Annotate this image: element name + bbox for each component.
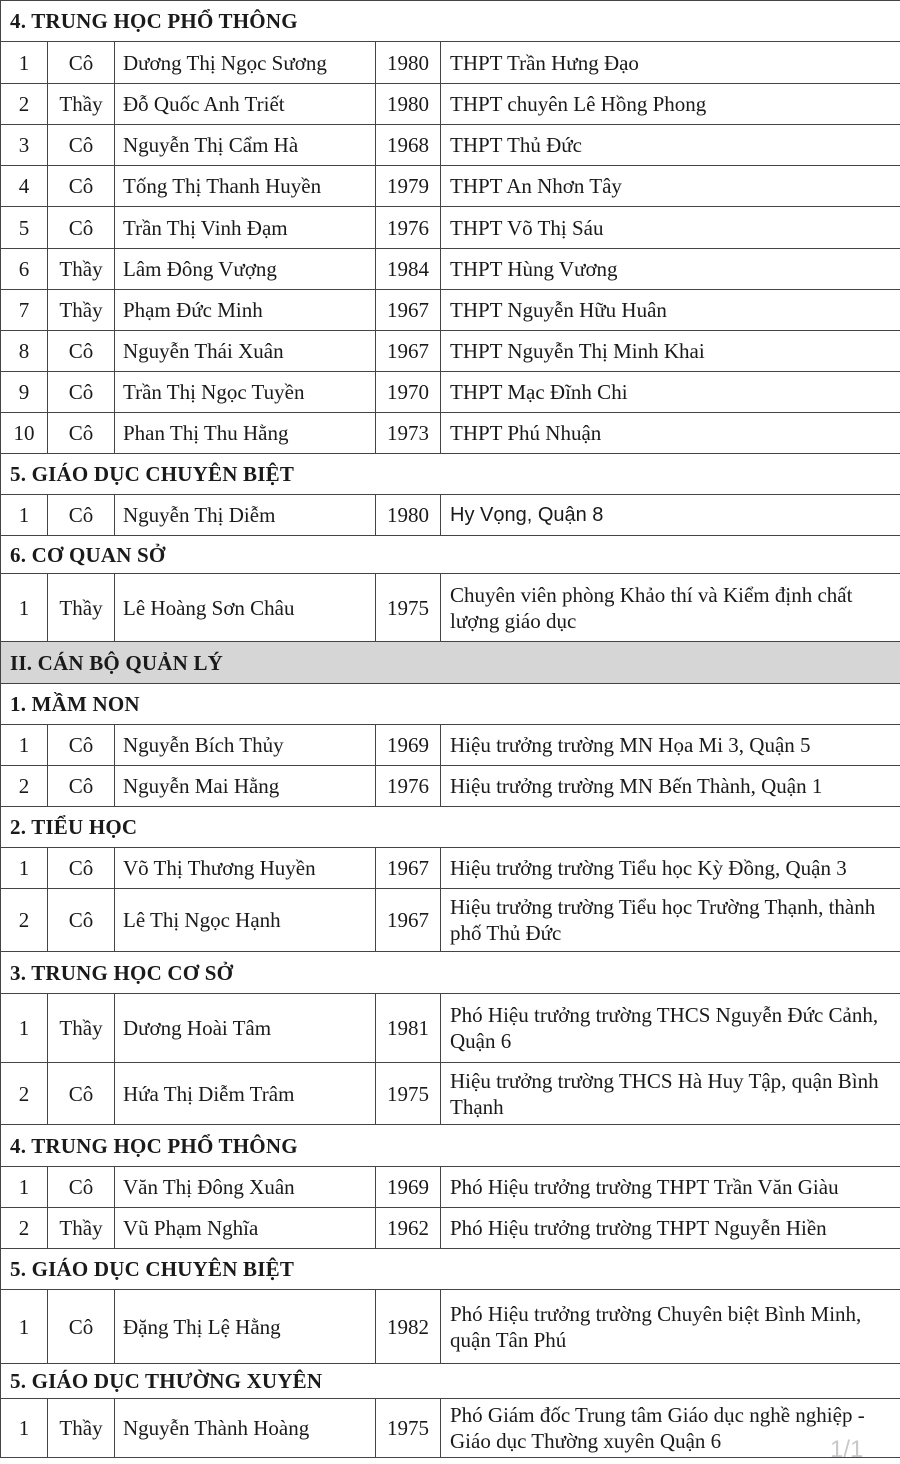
name-cell: Trần Thị Ngọc Tuyền <box>115 372 376 413</box>
major-section-row <box>1 642 900 684</box>
workplace-cell: THPT An Nhơn Tây <box>441 166 900 207</box>
section-heading: 4. TRUNG HỌC PHỔ THÔNG <box>1 1 900 42</box>
honorific-cell: Thầy <box>48 1399 115 1458</box>
workplace-cell: Phó Hiệu trưởng trường THPT Nguyễn Hiền <box>441 1208 900 1249</box>
workplace-cell: THPT Thủ Đức <box>441 125 900 166</box>
section-row <box>1 454 900 495</box>
section-row <box>1 952 900 994</box>
table-row <box>1 1063 900 1125</box>
honorific-cell: Cô <box>48 889 115 952</box>
honorific-cell: Cô <box>48 766 115 807</box>
name-cell: Nguyễn Mai Hằng <box>115 766 376 807</box>
honorific-cell: Thầy <box>48 290 115 331</box>
honorific-cell: Thầy <box>48 1208 115 1249</box>
birth-year-cell: 1975 <box>376 1399 441 1458</box>
honorific-cell: Cô <box>48 207 115 249</box>
birth-year-cell: 1969 <box>376 1167 441 1208</box>
honorific-cell: Thầy <box>48 249 115 290</box>
name-cell: Võ Thị Thương Huyền <box>115 848 376 889</box>
birth-year-cell: 1967 <box>376 848 441 889</box>
honorific-cell: Thầy <box>48 574 115 642</box>
workplace-cell: Phó Hiệu trưởng trường Chuyên biệt Bình Minh, quận Tân Phú <box>441 1290 900 1364</box>
birth-year-cell: 1976 <box>376 766 441 807</box>
name-cell: Nguyễn Thị Diễm <box>115 495 376 536</box>
honorific-cell: Cô <box>48 1063 115 1125</box>
section-row <box>1 807 900 848</box>
section-heading: 1. MẦM NON <box>1 684 900 725</box>
section-row <box>1 1 900 42</box>
row-number: 1 <box>1 574 48 642</box>
workplace-cell: THPT Nguyễn Thị Minh Khai <box>441 331 900 372</box>
row-number: 1 <box>1 42 48 84</box>
table-row <box>1 125 900 166</box>
name-cell: Phạm Đức Minh <box>115 290 376 331</box>
row-number: 3 <box>1 125 48 166</box>
workplace-cell: Phó Giám đốc Trung tâm Giáo dục nghề nghiệp - Giáo dục Thường xuyên Quận 6 <box>441 1399 900 1458</box>
section-heading: 5. GIÁO DỤC THƯỜNG XUYÊN <box>1 1364 900 1399</box>
section-heading: 4. TRUNG HỌC PHỔ THÔNG <box>1 1125 900 1167</box>
table-row <box>1 1399 900 1458</box>
honorific-cell: Cô <box>48 166 115 207</box>
honorific-cell: Cô <box>48 331 115 372</box>
row-number: 10 <box>1 413 48 454</box>
honorific-cell: Thầy <box>48 84 115 125</box>
table-row <box>1 889 900 952</box>
birth-year-cell: 1968 <box>376 125 441 166</box>
table-row <box>1 207 900 249</box>
section-heading: 5. GIÁO DỤC CHUYÊN BIỆT <box>1 454 900 495</box>
section-row <box>1 1364 900 1399</box>
section-heading: II. CÁN BỘ QUẢN LÝ <box>1 642 900 684</box>
row-number: 1 <box>1 495 48 536</box>
workplace-cell: Hiệu trưởng trường Tiểu học Trường Thạnh, thành phố Thủ Đức <box>441 889 900 952</box>
workplace-cell: Phó Hiệu trưởng trường THPT Trần Văn Giàu <box>441 1167 900 1208</box>
birth-year-cell: 1980 <box>376 84 441 125</box>
row-number: 5 <box>1 207 48 249</box>
name-cell: Phan Thị Thu Hằng <box>115 413 376 454</box>
name-cell: Đỗ Quốc Anh Triết <box>115 84 376 125</box>
birth-year-cell: 1981 <box>376 994 441 1063</box>
section-heading: 3. TRUNG HỌC CƠ SỞ <box>1 952 900 994</box>
workplace-cell: THPT Trần Hưng Đạo <box>441 42 900 84</box>
workplace-cell: THPT Mạc Đĩnh Chi <box>441 372 900 413</box>
workplace-cell: THPT Phú Nhuận <box>441 413 900 454</box>
birth-year-cell: 1980 <box>376 495 441 536</box>
table-row <box>1 372 900 413</box>
row-number: 9 <box>1 372 48 413</box>
workplace-cell: THPT Nguyễn Hữu Huân <box>441 290 900 331</box>
row-number: 1 <box>1 1290 48 1364</box>
row-number: 2 <box>1 1208 48 1249</box>
name-cell: Nguyễn Thành Hoàng <box>115 1399 376 1458</box>
birth-year-cell: 1967 <box>376 290 441 331</box>
birth-year-cell: 1984 <box>376 249 441 290</box>
page-indicator: 1/1 <box>830 1436 863 1464</box>
row-number: 2 <box>1 766 48 807</box>
honorific-cell: Cô <box>48 125 115 166</box>
section-heading: 5. GIÁO DỤC CHUYÊN BIỆT <box>1 1249 900 1290</box>
birth-year-cell: 1973 <box>376 413 441 454</box>
table-row <box>1 495 900 536</box>
table-row <box>1 413 900 454</box>
name-cell: Lê Thị Ngọc Hạnh <box>115 889 376 952</box>
row-number: 8 <box>1 331 48 372</box>
birth-year-cell: 1962 <box>376 1208 441 1249</box>
workplace-cell: THPT Hùng Vương <box>441 249 900 290</box>
row-number: 7 <box>1 290 48 331</box>
row-number: 6 <box>1 249 48 290</box>
birth-year-cell: 1970 <box>376 372 441 413</box>
name-cell: Văn Thị Đông Xuân <box>115 1167 376 1208</box>
birth-year-cell: 1967 <box>376 331 441 372</box>
table-row <box>1 42 900 84</box>
row-number: 1 <box>1 994 48 1063</box>
name-cell: Tống Thị Thanh Huyền <box>115 166 376 207</box>
workplace-cell: Chuyên viên phòng Khảo thí và Kiểm định chất lượng giáo dục <box>441 574 900 642</box>
table-row <box>1 290 900 331</box>
table-row <box>1 166 900 207</box>
table-row <box>1 249 900 290</box>
workplace-cell: THPT Võ Thị Sáu <box>441 207 900 249</box>
workplace-cell: THPT chuyên Lê Hồng Phong <box>441 84 900 125</box>
name-cell: Nguyễn Bích Thủy <box>115 725 376 766</box>
name-cell: Dương Hoài Tâm <box>115 994 376 1063</box>
section-heading: 6. CƠ QUAN SỞ <box>1 536 900 574</box>
honorific-cell: Cô <box>48 42 115 84</box>
birth-year-cell: 1975 <box>376 574 441 642</box>
section-row <box>1 1249 900 1290</box>
section-row <box>1 684 900 725</box>
row-number: 1 <box>1 1399 48 1458</box>
row-number: 2 <box>1 889 48 952</box>
birth-year-cell: 1976 <box>376 207 441 249</box>
honorific-cell: Thầy <box>48 994 115 1063</box>
workplace-cell: Hiệu trưởng trường MN Họa Mi 3, Quận 5 <box>441 725 900 766</box>
row-number: 4 <box>1 166 48 207</box>
table-row <box>1 1167 900 1208</box>
table-row <box>1 1290 900 1364</box>
workplace-cell: Hiệu trưởng trường THCS Hà Huy Tập, quận Bình Thạnh <box>441 1063 900 1125</box>
name-cell: Trần Thị Vinh Đạm <box>115 207 376 249</box>
row-number: 1 <box>1 1167 48 1208</box>
name-cell: Dương Thị Ngọc Sương <box>115 42 376 84</box>
table-row <box>1 1208 900 1249</box>
row-number: 2 <box>1 1063 48 1125</box>
honorific-cell: Cô <box>48 1167 115 1208</box>
name-cell: Nguyễn Thái Xuân <box>115 331 376 372</box>
section-row <box>1 1125 900 1167</box>
birth-year-cell: 1975 <box>376 1063 441 1125</box>
name-cell: Nguyễn Thị Cẩm Hà <box>115 125 376 166</box>
section-heading: 2. TIỂU HỌC <box>1 807 900 848</box>
table-row <box>1 331 900 372</box>
honorific-cell: Cô <box>48 1290 115 1364</box>
table-row <box>1 574 900 642</box>
honorific-cell: Cô <box>48 413 115 454</box>
row-number: 1 <box>1 725 48 766</box>
name-cell: Vũ Phạm Nghĩa <box>115 1208 376 1249</box>
honorific-cell: Cô <box>48 848 115 889</box>
honorific-cell: Cô <box>48 372 115 413</box>
birth-year-cell: 1967 <box>376 889 441 952</box>
workplace-cell: Hiệu trưởng trường Tiểu học Kỳ Đồng, Quận 3 <box>441 848 900 889</box>
birth-year-cell: 1980 <box>376 42 441 84</box>
honorific-cell: Cô <box>48 725 115 766</box>
table-row <box>1 848 900 889</box>
birth-year-cell: 1982 <box>376 1290 441 1364</box>
row-number: 1 <box>1 848 48 889</box>
honorific-cell: Cô <box>48 495 115 536</box>
name-cell: Đặng Thị Lệ Hằng <box>115 1290 376 1364</box>
name-cell: Lê Hoàng Sơn Châu <box>115 574 376 642</box>
table-row <box>1 84 900 125</box>
table-row <box>1 725 900 766</box>
birth-year-cell: 1969 <box>376 725 441 766</box>
workplace-cell: Phó Hiệu trưởng trường THCS Nguyễn Đức Cảnh, Quận 6 <box>441 994 900 1063</box>
birth-year-cell: 1979 <box>376 166 441 207</box>
name-cell: Hứa Thị Diễm Trâm <box>115 1063 376 1125</box>
row-number: 2 <box>1 84 48 125</box>
section-row <box>1 536 900 574</box>
workplace-cell: Hy Vọng, Quận 8 <box>441 495 900 536</box>
workplace-cell: Hiệu trưởng trường MN Bến Thành, Quận 1 <box>441 766 900 807</box>
table-row <box>1 766 900 807</box>
name-cell: Lâm Đông Vượng <box>115 249 376 290</box>
table-row <box>1 994 900 1063</box>
